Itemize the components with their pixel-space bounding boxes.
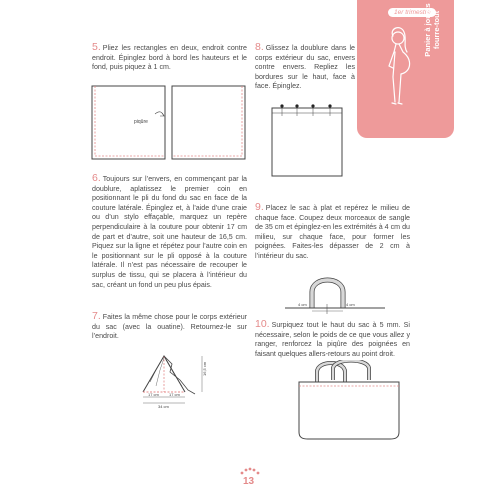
step-number: 8. xyxy=(255,41,264,53)
piqure-label: piqûre xyxy=(134,119,148,125)
figure-handle-placement xyxy=(285,270,395,320)
step-number: 5. xyxy=(92,41,101,53)
figure-folded-rectangles xyxy=(90,82,250,162)
step-number: 7. xyxy=(92,310,101,322)
chapter-tab xyxy=(357,0,454,138)
dim-17-right: 17 cm xyxy=(169,392,180,397)
step-number: 10. xyxy=(255,318,270,330)
dim-4-left: 4 cm xyxy=(298,302,307,307)
page-number: 13 xyxy=(243,476,255,487)
step-text: Pliez les rectangles en deux, endroit contre endroit. Épinglez bord à bord les hauteurs et le fond, puis piquez à 1 cm. xyxy=(92,44,247,72)
step-text: Glissez la doublure dans le corps extérieur du sac, envers contre envers. Repliez les bordures sur le haut, face à face. Épinglez. xyxy=(255,44,355,91)
step-text: Placez le sac à plat et repérez le milieu de chaque face. Coupez deux morceaux de sangle de 35 cm et épinglez-en les extrémités à 4 cm du milieu, sur chaque face, pour former les poignées. Faites-les dépasser de 2 cm à l’intérieur du sac. xyxy=(255,204,410,260)
step-9 xyxy=(255,203,410,262)
figure-corner-triangle xyxy=(120,350,250,410)
figure-finished-bag xyxy=(295,360,405,440)
figure-pinned-bag xyxy=(268,100,348,180)
pregnant-woman-illustration xyxy=(379,22,419,108)
step-7 xyxy=(92,312,247,342)
dim-17-left: 17 cm xyxy=(148,392,159,397)
trimester-badge: 1er trimestre xyxy=(388,8,436,17)
dim-4-right: 4 cm xyxy=(346,302,355,307)
step-8 xyxy=(255,43,355,92)
step-10 xyxy=(255,320,410,359)
step-text: Faites la même chose pour le corps extérieur du sac (avec la ouatine). Retournez-le sur l’endroit. xyxy=(92,313,247,341)
step-number: 9. xyxy=(255,201,264,213)
step-text: Toujours sur l’envers, en commençant par la doublure, aplatissez le premier coin en positionnant le pli du fond du sac en face de la couture latérale. Épinglez et, à l’aide d’une craie ou d’un stylo effaçable, marquez un repère perpendiculaire à la couture pour obtenir 17 cm de part et d’autre, soit une hauteur de 16,5 cm. Piquez sur la ligne et répétez pour l’autre coin en le positionnant sur le pli opposé à la couture latérale. Il n’est pas nécessaire de recouper le surplus de tissu, qui se placera à l’intérieur du sac, créant un fond un peu plus épais. xyxy=(92,175,247,289)
step-text: Surpiquez tout le haut du sac à 5 mm. Si nécessaire, selon le poids de ce que vous allez y ranger, renforcez la piqûre des poignées en faisant quelques allers-retours au point droit. xyxy=(255,321,410,358)
dim-34: 34 cm xyxy=(158,404,169,409)
step-number: 6. xyxy=(92,172,101,184)
dim-16-5: 16,5 cm xyxy=(202,361,207,376)
chapter-title: Panier à jouets fourre-tout xyxy=(423,3,441,57)
step-5 xyxy=(92,43,247,73)
step-6 xyxy=(92,174,247,290)
